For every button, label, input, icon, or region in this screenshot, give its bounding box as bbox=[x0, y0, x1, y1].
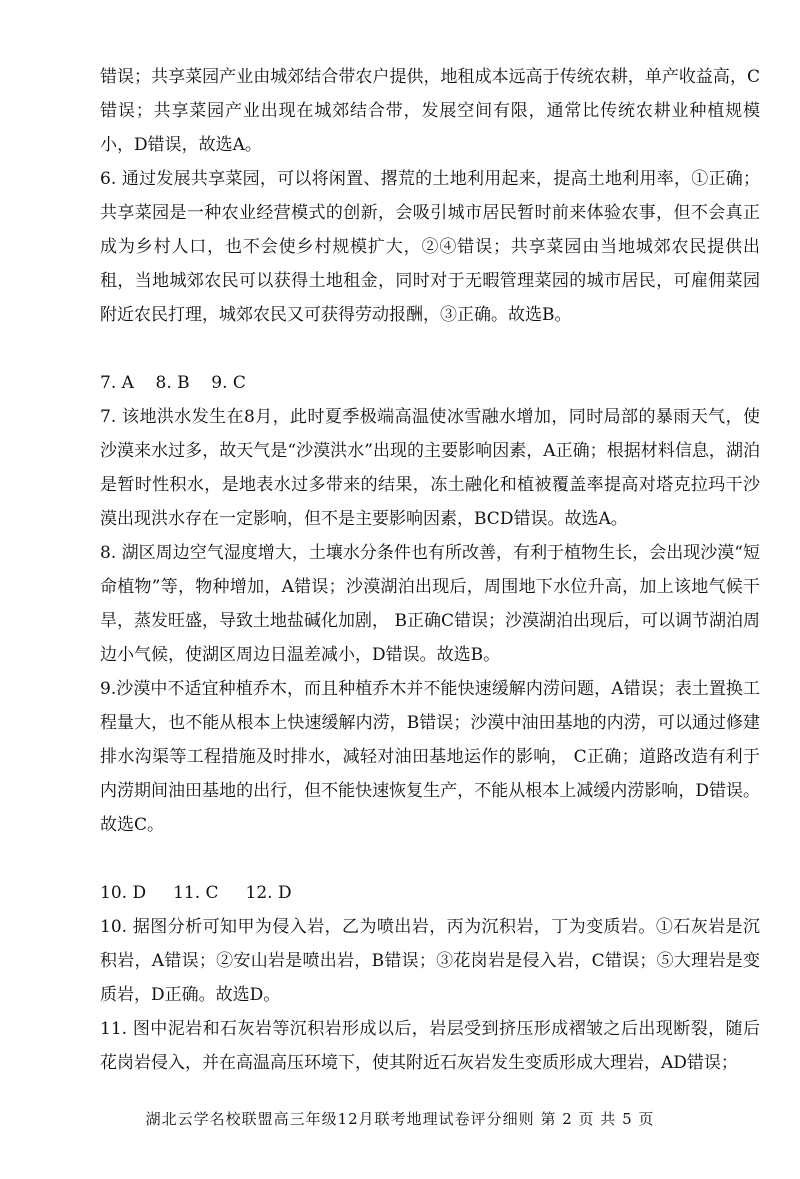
paragraph-q9-explanation: 9.沙漠中不适宜种植乔木，而且种植乔木并不能快速缓解内涝问题，A错误；表土置换工程量大，也不能从根本上快速缓解内涝，B错误；沙漠中油田基地的内涝，可以通过修建排水沟渠等工程措施及时排水，减轻对油田基地运作的影响， C正确；道路改造有利于内涝期间油田基地的出行，但不能快速恢复生产，不能从根本上减缓内涝影响，D错误。故选C。 bbox=[100, 679, 760, 835]
paragraph-q6-explanation: 6. 通过发展共享菜园，可以将闲置、撂荒的土地利用起来，提高土地利用率，①正确；共享菜园是一种农业经营模式的创新，会吸引城市居民暂时前来体验农事，但不会真正成为乡村人口，也不会使乡村规模扩大，②④错误；共享菜园由当地城郊农民提供出租，当地城郊农民可以获得土地租金，同时对于无暇管理菜园的城市居民，可雇佣菜园附近农民打理，城郊农民又可获得劳动报酬，③正确。故选B。 bbox=[100, 169, 760, 325]
paragraph-q10-explanation: 10. 据图分析可知甲为侵入岩，乙为喷出岩，丙为沉积岩，丁为变质岩。①石灰岩是沉积岩，A错误；②安山岩是喷出岩，B错误；③花岗岩是侵入岩，C错误；⑤大理岩是变质岩，D正确。故选D。 bbox=[100, 917, 760, 1005]
paragraph-q11-explanation: 11. 图中泥岩和石灰岩等沉积岩形成以后，岩层受到挤压形成褶皱之后出现断裂，随后花岗岩侵入，并在高温高压环境下，使其附近石灰岩发生变质形成大理岩，AD错误； bbox=[100, 1019, 760, 1073]
paragraph-continuation-q5: 错误；共享菜园产业由城郊结合带农户提供，地租成本远高于传统农耕，单产收益高，C错误；共享菜园产业出现在城郊结合带，发展空间有限，通常比传统农耕业种植规模小，D错误，故选A。 bbox=[100, 67, 760, 155]
paragraph-q7-explanation: 7. 该地洪水发生在8月，此时夏季极端高温使冰雪融水增加，同时局部的暴雨天气，使沙漠来水过多，故天气是“沙漠洪水”出现的主要影响因素，A正确；根据材料信息，湖泊是暂时性积水，是地表水过多带来的结果，冻土融化和植被覆盖率提高对塔克拉玛干沙漠出现洪水存在一定影响，但不是主要影响因素，BCD错误。故选A。 bbox=[100, 407, 760, 529]
spacer bbox=[100, 332, 760, 366]
page-footer: 湖北云学名校联盟高三年级12月联考地理试卷评分细则 第 2 页 共 5 页 bbox=[145, 1110, 655, 1128]
spacer bbox=[100, 842, 760, 876]
answer-key-7-9: 7. A 8. B 9. C bbox=[100, 373, 246, 393]
paragraph-q8-explanation: 8. 湖区周边空气湿度增大，土壤水分条件也有所改善，有利于植物生长，会出现沙漠“短命植物”等，物种增加，A错误；沙漠湖泊出现后，周围地下水位升高，加上该地气候干旱，蒸发旺盛，导致土地盐碱化加剧， B正确C错误；沙漠湖泊出现后，可以调节湖泊周边小气候，使湖区周边日温差减小，D错误。故选B。 bbox=[100, 543, 760, 665]
document-body bbox=[100, 60, 760, 1080]
answer-key-10-12: 10. D 11. C 12. D bbox=[100, 883, 292, 903]
